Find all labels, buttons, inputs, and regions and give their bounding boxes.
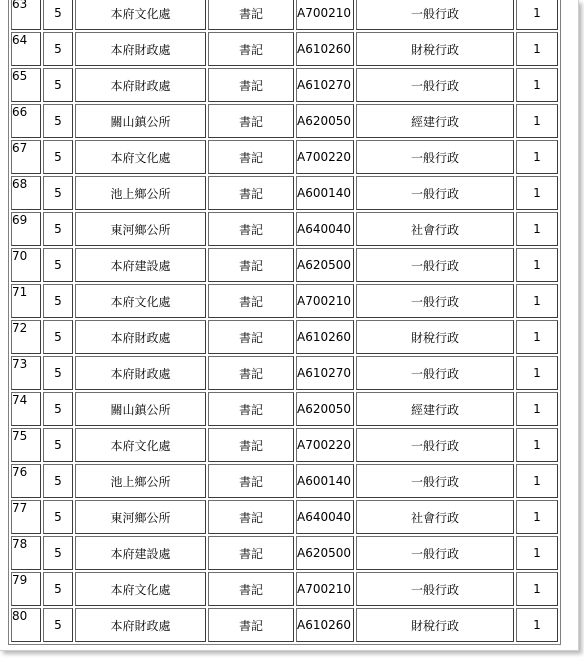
- row-number-cell: 76: [11, 464, 41, 498]
- position-code-cell: A620050: [296, 392, 354, 426]
- job-title-cell: 書記: [208, 536, 294, 570]
- grade-cell: 5: [43, 392, 73, 426]
- category-cell: 一般行政: [356, 176, 514, 210]
- job-title-cell: 書記: [208, 500, 294, 534]
- quantity-cell: 1: [516, 536, 558, 570]
- job-title-cell: 書記: [208, 140, 294, 174]
- row-number-cell: 74: [11, 392, 41, 426]
- job-title-cell: 書記: [208, 212, 294, 246]
- table-row: [11, 104, 558, 138]
- job-title-cell: 書記: [208, 68, 294, 102]
- table-row: [11, 608, 558, 642]
- position-code-cell: A610260: [296, 32, 354, 66]
- category-cell: 一般行政: [356, 248, 514, 282]
- category-cell: 一般行政: [356, 428, 514, 462]
- job-title-cell: 書記: [208, 428, 294, 462]
- position-code-cell: A620500: [296, 536, 354, 570]
- job-title-cell: 書記: [208, 284, 294, 318]
- table-row: [11, 572, 558, 606]
- quantity-cell: 1: [516, 104, 558, 138]
- quantity-cell: 1: [516, 320, 558, 354]
- position-code-cell: A600140: [296, 464, 354, 498]
- row-number-cell: 77: [11, 500, 41, 534]
- agency-cell: 本府財政處: [75, 320, 206, 354]
- job-title-cell: 書記: [208, 356, 294, 390]
- quantity-cell: 1: [516, 68, 558, 102]
- quantity-cell: 1: [516, 284, 558, 318]
- table-row: [11, 0, 558, 30]
- agency-cell: 池上鄉公所: [75, 176, 206, 210]
- agency-cell: 本府建設處: [75, 536, 206, 570]
- category-cell: 一般行政: [356, 356, 514, 390]
- table-row: [11, 320, 558, 354]
- quantity-cell: 1: [516, 500, 558, 534]
- row-number-cell: 72: [11, 320, 41, 354]
- position-code-cell: A610270: [296, 68, 354, 102]
- row-number-cell: 66: [11, 104, 41, 138]
- grade-cell: 5: [43, 176, 73, 210]
- grade-cell: 5: [43, 572, 73, 606]
- grade-cell: 5: [43, 32, 73, 66]
- agency-cell: 東河鄉公所: [75, 500, 206, 534]
- job-title-cell: 書記: [208, 32, 294, 66]
- table-row: [11, 392, 558, 426]
- grade-cell: 5: [43, 140, 73, 174]
- job-title-cell: 書記: [208, 392, 294, 426]
- category-cell: 一般行政: [356, 140, 514, 174]
- agency-cell: 東河鄉公所: [75, 212, 206, 246]
- position-code-cell: A620050: [296, 104, 354, 138]
- row-number-cell: 73: [11, 356, 41, 390]
- job-title-cell: 書記: [208, 608, 294, 642]
- row-number-cell: 63: [11, 0, 41, 30]
- quantity-cell: 1: [516, 140, 558, 174]
- position-code-cell: A610260: [296, 608, 354, 642]
- table-row: [11, 212, 558, 246]
- grade-cell: 5: [43, 248, 73, 282]
- row-number-cell: 70: [11, 248, 41, 282]
- position-code-cell: A700210: [296, 572, 354, 606]
- category-cell: 一般行政: [356, 536, 514, 570]
- grade-cell: 5: [43, 428, 73, 462]
- grade-cell: 5: [43, 536, 73, 570]
- job-title-cell: 書記: [208, 464, 294, 498]
- category-cell: 財稅行政: [356, 320, 514, 354]
- job-title-cell: 書記: [208, 176, 294, 210]
- agency-cell: 關山鎮公所: [75, 392, 206, 426]
- row-number-cell: 64: [11, 32, 41, 66]
- job-title-cell: 書記: [208, 104, 294, 138]
- quantity-cell: 1: [516, 0, 558, 30]
- agency-cell: 本府文化處: [75, 0, 206, 30]
- category-cell: 財稅行政: [356, 32, 514, 66]
- category-cell: 社會行政: [356, 500, 514, 534]
- table-row: [11, 176, 558, 210]
- agency-cell: 本府財政處: [75, 68, 206, 102]
- table-row: [11, 284, 558, 318]
- job-title-cell: 書記: [208, 248, 294, 282]
- quantity-cell: 1: [516, 464, 558, 498]
- job-title-cell: 書記: [208, 572, 294, 606]
- quantity-cell: 1: [516, 608, 558, 642]
- table-row: [11, 68, 558, 102]
- quantity-cell: 1: [516, 428, 558, 462]
- grade-cell: 5: [43, 608, 73, 642]
- agency-cell: 關山鎮公所: [75, 104, 206, 138]
- position-code-cell: A640040: [296, 500, 354, 534]
- quantity-cell: 1: [516, 392, 558, 426]
- agency-cell: 本府建設處: [75, 248, 206, 282]
- agency-cell: 本府文化處: [75, 284, 206, 318]
- table-row: [11, 356, 558, 390]
- grade-cell: 5: [43, 104, 73, 138]
- row-number-cell: 78: [11, 536, 41, 570]
- row-number-cell: 75: [11, 428, 41, 462]
- category-cell: 一般行政: [356, 284, 514, 318]
- table-body: [11, 0, 558, 642]
- quantity-cell: 1: [516, 212, 558, 246]
- category-cell: 一般行政: [356, 0, 514, 30]
- agency-cell: 本府文化處: [75, 140, 206, 174]
- position-code-cell: A600140: [296, 176, 354, 210]
- position-code-cell: A610270: [296, 356, 354, 390]
- agency-cell: 本府財政處: [75, 32, 206, 66]
- quantity-cell: 1: [516, 248, 558, 282]
- table-row: [11, 140, 558, 174]
- agency-cell: 池上鄉公所: [75, 464, 206, 498]
- quantity-cell: 1: [516, 572, 558, 606]
- grade-cell: 5: [43, 212, 73, 246]
- agency-cell: 本府文化處: [75, 428, 206, 462]
- position-table: [8, 0, 561, 645]
- job-title-cell: 書記: [208, 0, 294, 30]
- table-row: [11, 536, 558, 570]
- job-title-cell: 書記: [208, 320, 294, 354]
- row-number-cell: 71: [11, 284, 41, 318]
- table-row: [11, 248, 558, 282]
- grade-cell: 5: [43, 284, 73, 318]
- table-row: [11, 32, 558, 66]
- grade-cell: 5: [43, 500, 73, 534]
- table-row: [11, 500, 558, 534]
- row-number-cell: 65: [11, 68, 41, 102]
- agency-cell: 本府文化處: [75, 572, 206, 606]
- category-cell: 一般行政: [356, 464, 514, 498]
- agency-cell: 本府財政處: [75, 356, 206, 390]
- quantity-cell: 1: [516, 356, 558, 390]
- agency-cell: 本府財政處: [75, 608, 206, 642]
- category-cell: 一般行政: [356, 572, 514, 606]
- category-cell: 經建行政: [356, 104, 514, 138]
- grade-cell: 5: [43, 356, 73, 390]
- quantity-cell: 1: [516, 176, 558, 210]
- grade-cell: 5: [43, 0, 73, 30]
- grade-cell: 5: [43, 320, 73, 354]
- row-number-cell: 67: [11, 140, 41, 174]
- category-cell: 一般行政: [356, 68, 514, 102]
- row-number-cell: 68: [11, 176, 41, 210]
- row-number-cell: 80: [11, 608, 41, 642]
- quantity-cell: 1: [516, 32, 558, 66]
- position-code-cell: A700210: [296, 0, 354, 30]
- category-cell: 社會行政: [356, 212, 514, 246]
- position-code-cell: A700220: [296, 428, 354, 462]
- position-code-cell: A700210: [296, 284, 354, 318]
- table-row: [11, 464, 558, 498]
- position-code-cell: A610260: [296, 320, 354, 354]
- position-code-cell: A640040: [296, 212, 354, 246]
- row-number-cell: 79: [11, 572, 41, 606]
- position-code-cell: A620500: [296, 248, 354, 282]
- category-cell: 財稅行政: [356, 608, 514, 642]
- grade-cell: 5: [43, 68, 73, 102]
- position-code-cell: A700220: [296, 140, 354, 174]
- category-cell: 經建行政: [356, 392, 514, 426]
- grade-cell: 5: [43, 464, 73, 498]
- row-number-cell: 69: [11, 212, 41, 246]
- table-row: [11, 428, 558, 462]
